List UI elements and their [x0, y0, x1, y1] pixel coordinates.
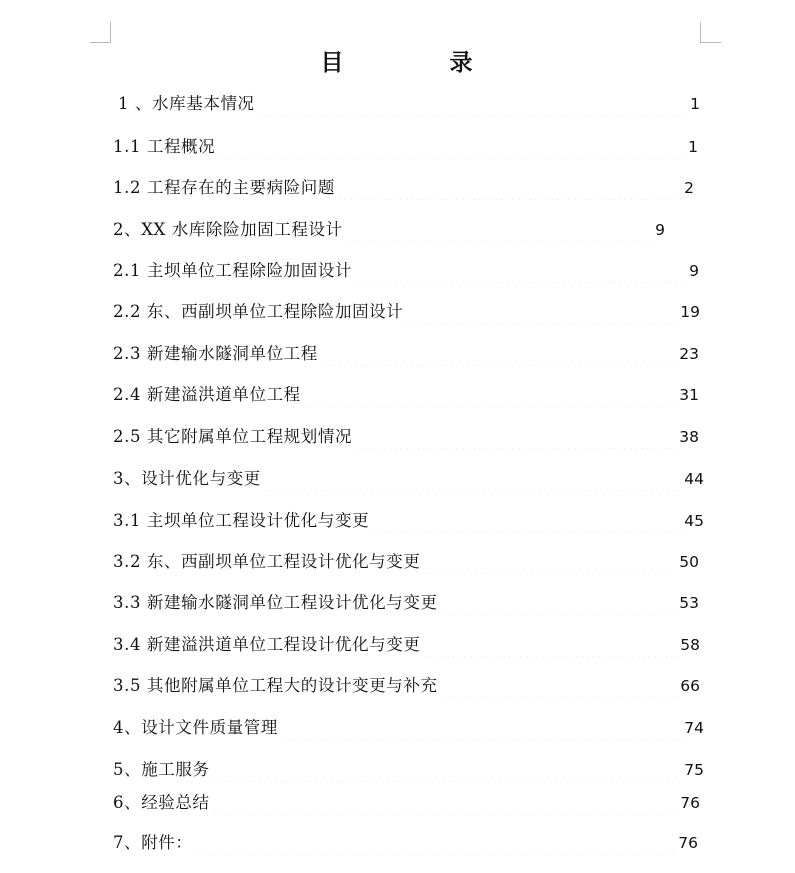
- crop-mark-top-right: [700, 22, 721, 43]
- toc-dot-leader: [303, 383, 677, 407]
- toc-dot-leader: [320, 342, 677, 366]
- toc-entry-page-number: 76: [680, 794, 700, 812]
- toc-entry-label: 3.3 新建输水隧洞单位工程设计优化与变更: [113, 593, 438, 612]
- toc-entry-label: 6、经验总结: [113, 793, 210, 812]
- toc-entry[interactable]: [113, 300, 700, 324]
- toc-entry-page-number: 50: [679, 553, 699, 571]
- toc-entry[interactable]: [113, 509, 704, 533]
- toc-entry-page-number: 9: [655, 221, 665, 239]
- toc-entry[interactable]: [113, 791, 700, 815]
- toc-entry-page-number: 1: [690, 95, 700, 113]
- toc-entry-label: 5、施工服务: [113, 760, 210, 779]
- toc-entry-label: 3.5 其他附属单位工程大的设计变更与补充: [113, 676, 438, 695]
- toc-entry[interactable]: [113, 425, 699, 449]
- toc-dot-leader: [440, 674, 679, 698]
- toc-dot-leader: [217, 135, 686, 159]
- toc-dot-leader: [423, 633, 679, 657]
- toc-entry[interactable]: [113, 674, 700, 698]
- toc-dot-leader: [371, 509, 682, 533]
- crop-mark-top-left: [90, 22, 111, 43]
- toc-entry[interactable]: [113, 758, 704, 782]
- toc-entry[interactable]: [113, 218, 665, 242]
- toc-entry-label: 2.4 新建溢洪道单位工程: [113, 385, 301, 404]
- toc-dot-leader: [263, 467, 682, 491]
- toc-entry[interactable]: [113, 591, 699, 615]
- toc-entry-page-number: 9: [689, 262, 699, 280]
- toc-entry-page-number: 66: [680, 677, 700, 695]
- toc-entry-page-number: 53: [679, 594, 699, 612]
- toc-entry[interactable]: [113, 176, 694, 200]
- toc-entry-label: 2.5 其它附属单位工程规划情况: [113, 427, 353, 446]
- toc-entry-page-number: 74: [684, 719, 704, 737]
- toc-entry[interactable]: [113, 383, 699, 407]
- toc-title-part2: 录: [449, 49, 475, 76]
- toc-entry-label: 2.3 新建输水隧洞单位工程: [113, 344, 318, 363]
- toc-entry[interactable]: [113, 135, 698, 159]
- toc-entry[interactable]: [113, 550, 699, 574]
- toc-dot-leader: [212, 791, 679, 815]
- toc-entry-page-number: 38: [679, 428, 699, 446]
- toc-title: [0, 46, 795, 80]
- toc-dot-leader: [257, 92, 688, 116]
- toc-entry-page-number: 44: [684, 470, 704, 488]
- toc-entry-label: 7、附件：: [113, 833, 193, 852]
- toc-entry-page-number: 23: [679, 345, 699, 363]
- toc-entry-label: 2、XX 水库除险加固工程设计: [113, 220, 343, 239]
- toc-dot-leader: [354, 259, 687, 283]
- toc-entry-label: 2.1 主坝单位工程除险加固设计: [113, 261, 353, 280]
- toc-entry-label: 4、设计文件质量管理: [113, 718, 278, 737]
- toc-dot-leader: [354, 425, 677, 449]
- toc-entry-label: 1.1 工程概况: [113, 137, 216, 156]
- toc-dot-leader: [405, 300, 678, 324]
- toc-dot-leader: [337, 176, 682, 200]
- toc-entry-page-number: 76: [678, 834, 698, 852]
- toc-dot-leader: [423, 550, 678, 574]
- toc-entry[interactable]: [113, 342, 699, 366]
- toc-dot-leader: [195, 831, 677, 855]
- toc-title-part1: 目: [320, 49, 346, 76]
- toc-entry-label: 3、设计优化与变更: [113, 469, 261, 488]
- toc-entry[interactable]: [113, 633, 700, 657]
- toc-entry-page-number: 45: [684, 512, 704, 530]
- toc-dot-leader: [440, 591, 678, 615]
- toc-entry-page-number: 2: [684, 179, 694, 197]
- toc-entry-label: 3.1 主坝单位工程设计优化与变更: [113, 511, 370, 530]
- toc-entry[interactable]: [113, 831, 698, 855]
- toc-entry-label: 1 、水库基本情况: [118, 94, 255, 113]
- toc-entry-page-number: 31: [679, 386, 699, 404]
- toc-entry-page-number: 19: [680, 303, 700, 321]
- toc-entry-label: 2.2 东、西副坝单位工程除险加固设计: [113, 302, 404, 321]
- toc-entry[interactable]: [113, 259, 699, 283]
- toc-entry-page-number: 58: [680, 636, 700, 654]
- toc-entry-label: 3.2 东、西副坝单位工程设计优化与变更: [113, 552, 421, 571]
- toc-entry-page-number: 1: [688, 138, 698, 156]
- toc-dot-leader: [212, 758, 683, 782]
- toc-entry[interactable]: [118, 92, 700, 116]
- toc-entry[interactable]: [113, 467, 704, 491]
- toc-entry-label: 3.4 新建溢洪道单位工程设计优化与变更: [113, 635, 421, 654]
- toc-entry[interactable]: [113, 716, 704, 740]
- toc-dot-leader: [280, 716, 682, 740]
- toc-dot-leader: [345, 218, 653, 242]
- toc-entry-label: 1.2 工程存在的主要病险问题: [113, 178, 335, 197]
- toc-entry-page-number: 75: [684, 761, 704, 779]
